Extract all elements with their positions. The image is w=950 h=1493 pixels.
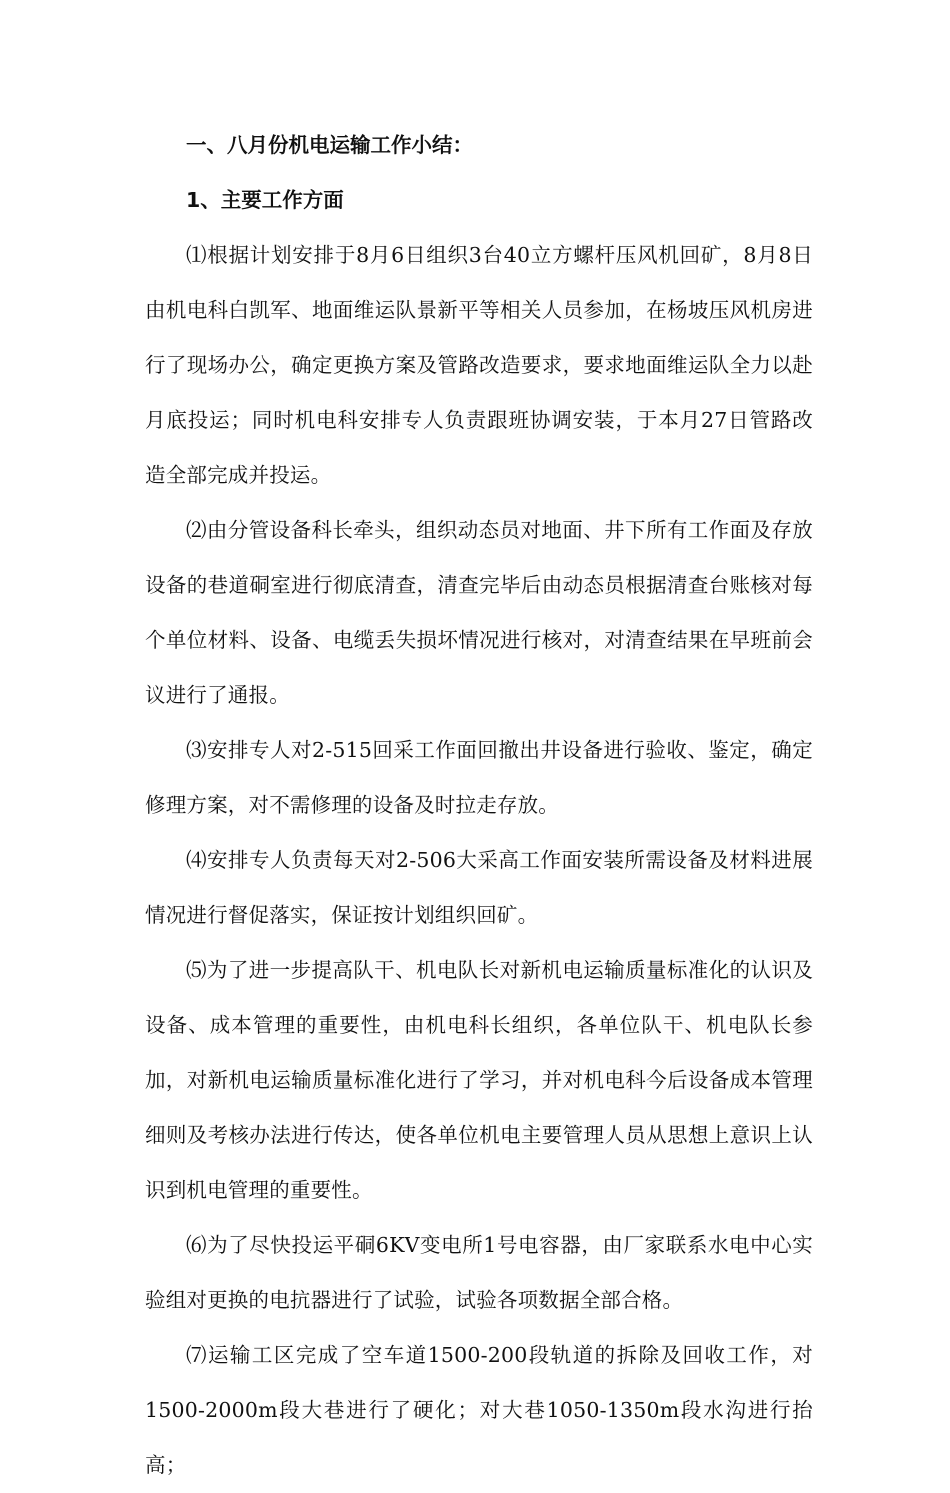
- paragraph-5: ⑸为了进一步提高队干、机电队长对新机电运输质量标准化的认识及设备、成本管理的重要性，由机电科长组织，各单位队干、机电队长参加，对新机电运输质量标准化进行了学习，并对机电科今后设备成本管理细则及考核办法进行传达，使各单位机电主要管理人员从思想上意识上认识到机电管理的重要性。: [145, 958, 813, 1202]
- subsection-heading: 1、主要工作方面: [186, 188, 344, 212]
- paragraph-1: ⑴根据计划安排于8月6日组织3台40立方螺杆压风机回矿，8月8日由机电科白凯军、地面维运队景新平等相关人员参加，在杨坡压风机房进行了现场办公，确定更换方案及管路改造要求，要求地面维运队全力以赴月底投运；同时机电科安排专人负责跟班协调安装，于本月27日管路改造全部完成并投运。: [145, 243, 813, 487]
- section-heading: 一、八月份机电运输工作小结：: [186, 133, 473, 157]
- paragraph-6: ⑹为了尽快投运平硐6KV变电所1号电容器，由厂家联系水电中心实验组对更换的电抗器进行了试验，试验各项数据全部合格。: [145, 1233, 813, 1312]
- paragraph-3: ⑶安排专人对2-515回采工作面回撤出井设备进行验收、鉴定，确定修理方案，对不需修理的设备及时拉走存放。: [145, 738, 813, 817]
- paragraph-2: ⑵由分管设备科长牵头，组织动态员对地面、井下所有工作面及存放设备的巷道硐室进行彻底清查，清查完毕后由动态员根据清查台账核对每个单位材料、设备、电缆丢失损坏情况进行核对，对清查结果在早班前会议进行了通报。: [145, 518, 813, 707]
- document-body: [145, 118, 813, 1493]
- paragraph-7: ⑺运输工区完成了空车道1500-200段轨道的拆除及回收工作，对1500-2000m段大巷进行了硬化；对大巷1050-1350m段水沟进行抬高；: [145, 1343, 813, 1477]
- paragraph-4: ⑷安排专人负责每天对2-506大采高工作面安装所需设备及材料进展情况进行督促落实，保证按计划组织回矿。: [145, 848, 813, 927]
